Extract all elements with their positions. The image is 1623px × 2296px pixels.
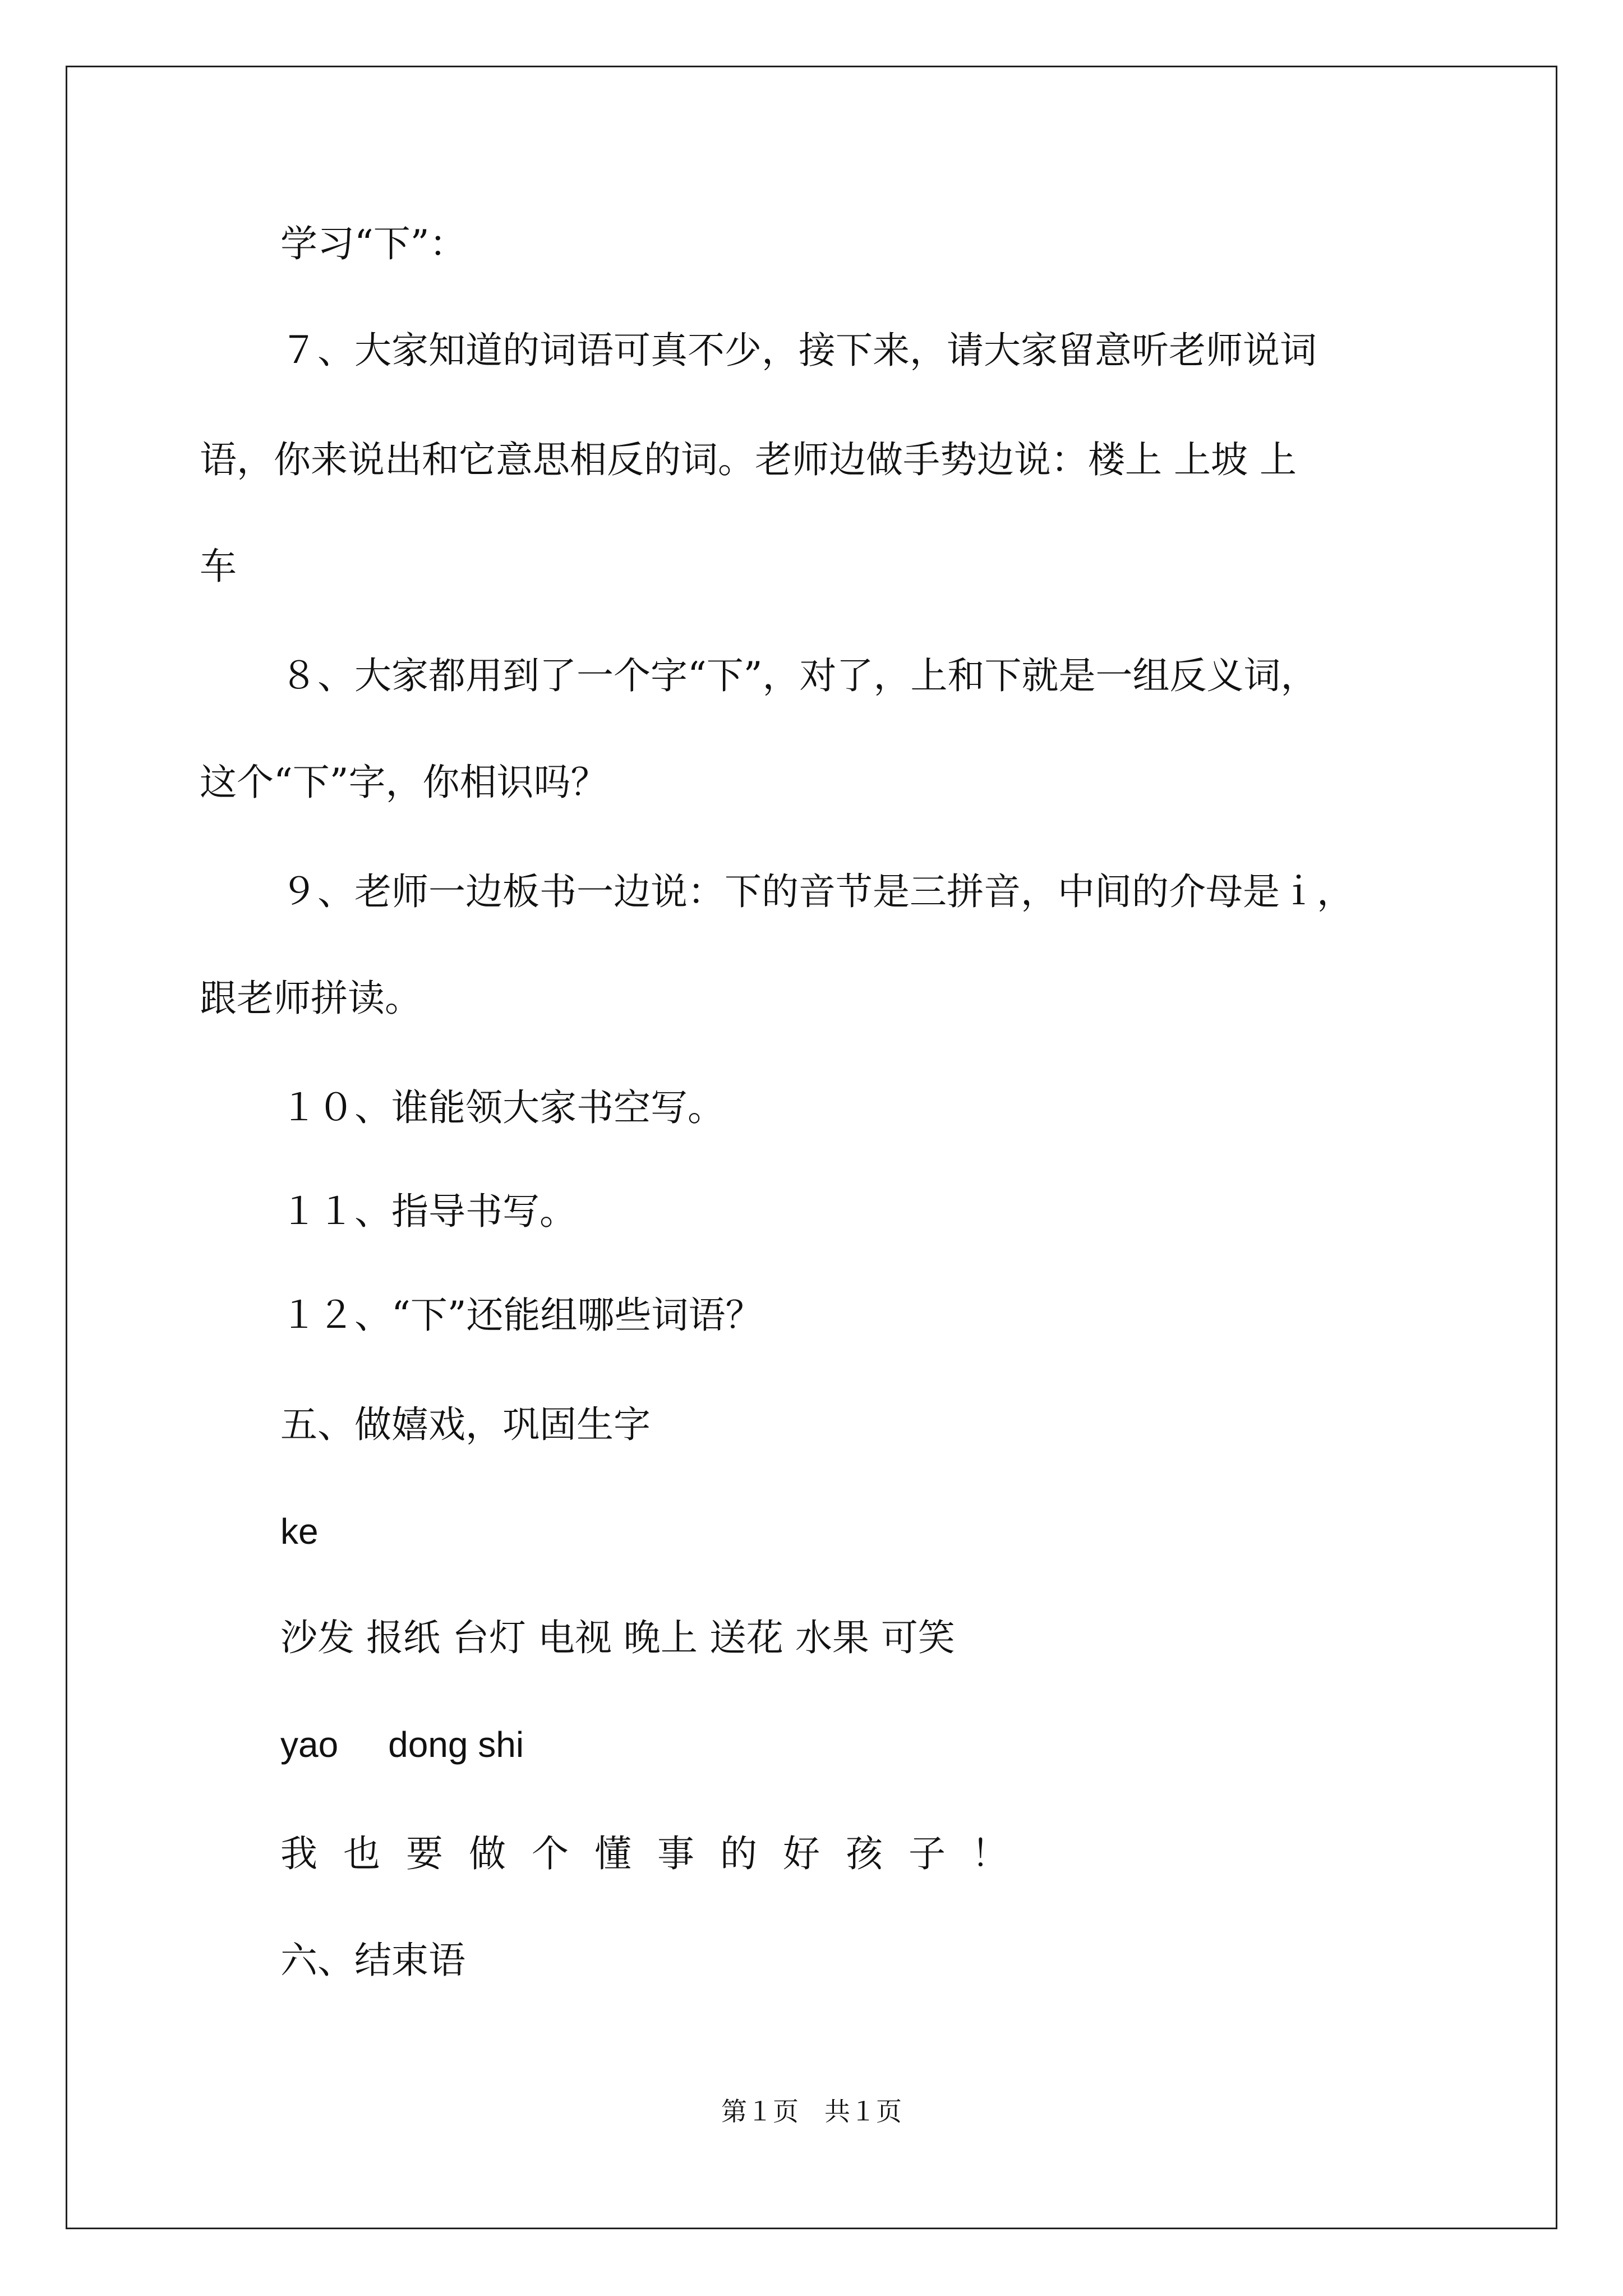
text-line: １０、谁能领大家书空写。 — [280, 1086, 725, 1129]
text-line: １１、指导书写。 — [280, 1190, 577, 1233]
section-heading: 五、做嬉戏，巩固生字 — [280, 1403, 651, 1446]
text-line: 车 — [200, 545, 237, 588]
text-line: 学习“下”： — [280, 222, 467, 265]
page-border — [66, 66, 1557, 2229]
text-line: １２、“下”还能组哪些词语？ — [280, 1294, 763, 1337]
text-line: 这个“下”字，你相识吗？ — [200, 761, 608, 804]
text-line: ８、大家都用到了一个字“下”，对了，上和下就是一组反义词， — [280, 654, 1318, 697]
sentence-line: 我也要做个懂事的好孩子！ — [280, 1832, 1034, 1875]
text-line: 跟老师拼读。 — [200, 977, 422, 1020]
text-line: ９、老师一边板书一边说：下的音节是三拼音，中间的介母是ｉ， — [280, 870, 1354, 913]
pinyin-line: ke — [280, 1511, 319, 1552]
text-line: 语，你来说出和它意思相反的词。老师边做手势边说：楼上 上坡 上 — [200, 438, 1297, 481]
page-footer: 第１页 共１页 — [721, 2096, 902, 2127]
word-list-line: 沙发 报纸 台灯 电视 晚上 送花 水果 可笑 — [280, 1616, 955, 1659]
section-heading: 六、结束语 — [280, 1939, 465, 1982]
text-line: ７、大家知道的词语可真不少，接下来，请大家留意听老师说词 — [280, 329, 1317, 372]
pinyin-line: yao dong shi — [280, 1724, 524, 1765]
